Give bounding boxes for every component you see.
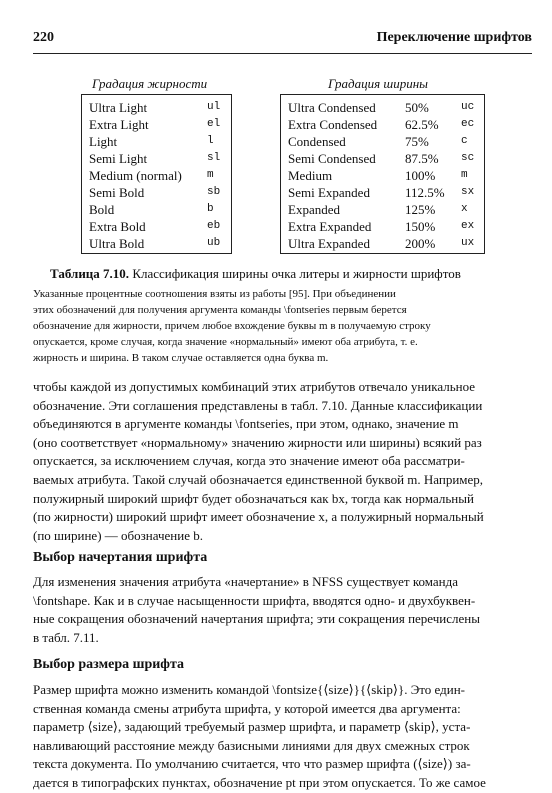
width-percent-cell: 125% [405,202,436,217]
text-line: полужирный широкий шрифт будет обозначаться как bx, тогда как нормальный [33,490,474,506]
table-row [82,201,231,218]
table-row [281,218,484,235]
text-line: в табл. 7.11. [33,629,99,645]
text-line: обозначение. Эти соглашения представлены в табл. 7.10. Данные классификации [33,397,483,413]
width-code-cell: ec [461,118,475,130]
text-line: дается в типографских пунктах, обозначение pt при этом опускается. То же самое [33,774,486,790]
table-row [82,167,231,184]
weight-name-cell: Semi Bold [89,185,145,200]
width-percent-cell: 100% [405,168,436,183]
weight-code-cell: ul [207,101,221,113]
weight-name-cell: Ultra Bold [89,236,145,251]
weight-code-cell: sb [207,186,221,198]
table-row [82,235,231,252]
text-line: навливающий расстояние между базисными линиями для двух смежных строк [33,737,470,753]
table-row [281,184,484,201]
width-percent-cell: 112.5% [405,185,445,200]
table-row [82,184,231,201]
weight-table-caption: Градация жирности [92,76,208,91]
width-name-cell: Expanded [288,202,340,217]
text-line: Для изменения значения атрибута «начертание» в NFSS существует команда [33,574,459,589]
running-title: Переключение шрифтов [376,30,532,45]
text-line: объединяются в аргументе команды \fontseries, при этом, однако, значение m [33,416,459,432]
text-line: опускается, за исключением случая, когда это значение имеют оба рассматри- [33,453,465,469]
section-heading: Выбор размера шрифта [33,657,185,672]
body-paragraph [33,681,532,793]
table-row [281,99,484,116]
text-line: (по жирности) широкий шрифт имеет обозначение x, а полужирный нормальный [33,509,484,525]
width-name-cell: Ultra Expanded [288,236,370,251]
weight-code-cell: el [207,118,221,130]
weight-code-cell: l [207,135,214,147]
width-code-cell: ux [461,237,475,249]
weight-name-cell: Bold [89,202,115,217]
table-note [33,286,532,366]
text-line: (по ширине) — обозначение b. [33,527,203,543]
weight-name-cell: Ultra Light [89,100,148,115]
width-name-cell: Semi Condensed [288,151,376,166]
header-rule [33,53,532,54]
weight-name-cell: Extra Bold [89,219,146,234]
table-row [281,133,484,150]
width-percent-cell: 75% [405,134,429,149]
width-percent-cell: 62.5% [405,117,439,132]
table-row [281,116,484,133]
weight-code-cell: b [207,203,214,215]
width-name-cell: Extra Condensed [288,117,378,132]
table-row [82,218,231,235]
text-line: текста документа. По умолчанию считается, что что размер шрифта (⟨size⟩) за- [33,756,471,772]
width-percent-cell: 150% [405,219,436,234]
weight-name-cell: Light [89,134,118,149]
note-line: опускается, кроме случая, когда значение «нормальный» имеют оба атрибута, т. е. [33,336,418,348]
body-paragraph [33,378,532,545]
weight-code-cell: ub [207,237,221,249]
width-code-cell: ex [461,220,475,232]
text-line: ственная команда смены атрибута шрифта, у которой имеется два аргумента: [33,700,461,716]
text-line: чтобы каждой из допустимых комбинаций этих атрибутов отвечало уникальное [33,379,476,394]
table-row [281,167,484,184]
width-code-cell: uc [461,101,475,113]
weight-code-cell: m [207,169,214,181]
note-line: этих обозначений для получения аргумента команды \fontseries первым берется [33,304,407,316]
table-row [82,99,231,116]
note-line: Указанные процентные соотношения взяты из работы [95]. При объединении [33,288,396,300]
weight-table [81,94,232,254]
table-row [82,133,231,150]
table-row [281,201,484,218]
weight-code-cell: eb [207,220,221,232]
weight-code-cell: sl [207,152,221,164]
table-row [281,150,484,167]
text-line: ные сокращения обозначений начертания шрифта; эти сокращения перечислены [33,611,480,627]
table-caption-text: Классификация ширины очка литеры и жирности шрифтов [132,266,461,281]
table-row [82,150,231,167]
page-number: 220 [33,30,54,45]
width-code-cell: c [461,135,468,147]
table-row [82,116,231,133]
text-line: параметр ⟨size⟩, задающий требуемый размер шрифта, и параметр ⟨skip⟩, уста- [33,719,471,735]
weight-name-cell: Medium (normal) [89,168,182,183]
table-caption-label: Таблица 7.10. [50,266,130,281]
width-percent-cell: 87.5% [405,151,439,166]
width-code-cell: sx [461,186,475,198]
text-line: \fontshape. Как и в случае насыщенности шрифта, вводятся одно- и двухбуквен- [33,592,476,608]
body-paragraph [33,573,532,647]
width-name-cell: Ultra Condensed [288,100,376,115]
width-name-cell: Semi Expanded [288,185,370,200]
note-line: обозначение для жирности, причем любое вхождение буквы m в получаемую строку [33,320,431,332]
section-heading: Выбор начертания шрифта [33,550,208,565]
width-code-cell: x [461,203,468,215]
width-code-cell: sc [461,152,475,164]
weight-name-cell: Extra Light [89,117,149,132]
text-line: Размер шрифта можно изменить командой \fontsize{⟨size⟩}{⟨skip⟩}. Это един- [33,682,466,697]
weight-name-cell: Semi Light [89,151,148,166]
width-table-caption: Градация ширины [328,76,428,91]
width-name-cell: Extra Expanded [288,219,372,234]
width-table [280,94,485,254]
text-line: ваемых атрибута. Такой случай обозначается единственной буквой m. Например, [33,471,484,487]
width-percent-cell: 200% [405,236,436,251]
width-percent-cell: 50% [405,100,429,115]
note-line: жирность и ширина. В таком случае оставляется одна буква m. [33,352,329,364]
table-caption [50,266,530,282]
table-row [281,235,484,252]
width-name-cell: Condensed [288,134,346,149]
width-name-cell: Medium [288,168,333,183]
width-code-cell: m [461,169,468,181]
text-line: (оно соответствует «нормальному» значению жирности или ширины) всякий раз [33,434,482,450]
